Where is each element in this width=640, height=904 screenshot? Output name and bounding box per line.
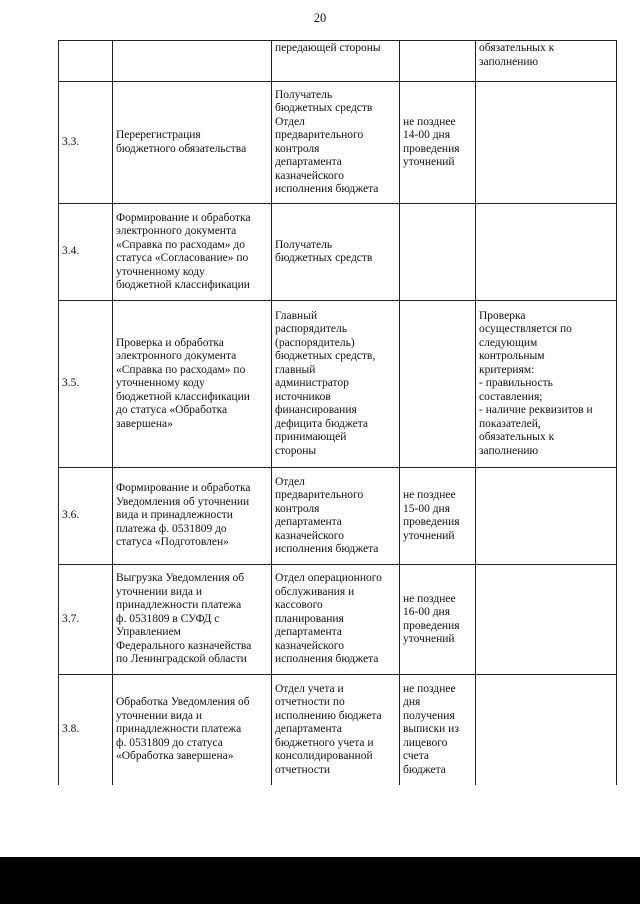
- operation-cell: Проверка и обработка электронного документа «Справка по расходам» по уточненному коду бюджетной классификации до статуса «Обработка завершена»: [113, 301, 272, 468]
- row-number: [59, 41, 113, 82]
- notes-cell: [476, 468, 617, 565]
- row-number: 3.3.: [59, 82, 113, 204]
- executor-cell: Получатель бюджетных средств: [272, 204, 400, 301]
- scan-bottom-bar: [0, 857, 640, 904]
- executor-cell: Главный распорядитель (распорядитель) бюджетных средств, главный администратор источников финансирования дефицита бюджета принимающей стороны: [272, 301, 400, 468]
- table-row: [59, 468, 617, 565]
- table-row: [59, 301, 617, 468]
- deadline-cell: не позднее дня получения выписки из лицевого счета бюджета: [400, 675, 476, 785]
- deadline-cell: не позднее 14-00 дня проведения уточнений: [400, 82, 476, 204]
- procedure-table: [58, 40, 617, 785]
- deadline-cell: не позднее 16-00 дня проведения уточнений: [400, 565, 476, 675]
- deadline-cell: [400, 204, 476, 301]
- executor-cell: передающей стороны: [272, 41, 400, 82]
- notes-cell: [476, 675, 617, 785]
- operation-cell: Формирование и обработка электронного документа «Справка по расходам» до статуса «Согласование» по уточненному коду бюджетной классификации: [113, 204, 272, 301]
- row-number: 3.5.: [59, 301, 113, 468]
- operation-cell: Формирование и обработка Уведомления об уточнении вида и принадлежности платежа ф. 0531809 до статуса «Подготовлен»: [113, 468, 272, 565]
- deadline-cell: [400, 301, 476, 468]
- notes-cell: [476, 204, 617, 301]
- table-row: [59, 204, 617, 301]
- page-number: 20: [313, 11, 327, 25]
- row-number: 3.6.: [59, 468, 113, 565]
- executor-cell: Получатель бюджетных средств Отдел предварительного контроля департамента казначейского исполнения бюджета: [272, 82, 400, 204]
- operation-cell: Обработка Уведомления об уточнении вида и принадлежности платежа ф. 0531809 до статуса «Обработка завершена»: [113, 675, 272, 785]
- table-row: [59, 41, 617, 82]
- operation-cell: [113, 41, 272, 82]
- table-row: [59, 675, 617, 785]
- notes-cell: Проверка осуществляется по следующим контрольным критериям: - правильность составления; - наличие реквизитов и показателей, обязательных к заполнению: [476, 301, 617, 468]
- notes-cell: [476, 82, 617, 204]
- executor-cell: Отдел предварительного контроля департамента казначейского исполнения бюджета: [272, 468, 400, 565]
- operation-cell: Перерегистрация бюджетного обязательства: [113, 82, 272, 204]
- notes-cell: обязательных к заполнению: [476, 41, 617, 82]
- executor-cell: Отдел операционного обслуживания и кассового планирования департамента казначейского исполнения бюджета: [272, 565, 400, 675]
- row-number: 3.7.: [59, 565, 113, 675]
- deadline-cell: не позднее 15-00 дня проведения уточнений: [400, 468, 476, 565]
- row-number: 3.8.: [59, 675, 113, 785]
- executor-cell: Отдел учета и отчетности по исполнению бюджета департамента бюджетного учета и консолидированной отчетности: [272, 675, 400, 785]
- table-row: [59, 82, 617, 204]
- table-row: [59, 565, 617, 675]
- notes-cell: [476, 565, 617, 675]
- deadline-cell: [400, 41, 476, 82]
- row-number: 3.4.: [59, 204, 113, 301]
- operation-cell: Выгрузка Уведомления об уточнении вида и принадлежности платежа ф. 0531809 в СУФД с Управлением Федерального казначейства по Ленинградской области: [113, 565, 272, 675]
